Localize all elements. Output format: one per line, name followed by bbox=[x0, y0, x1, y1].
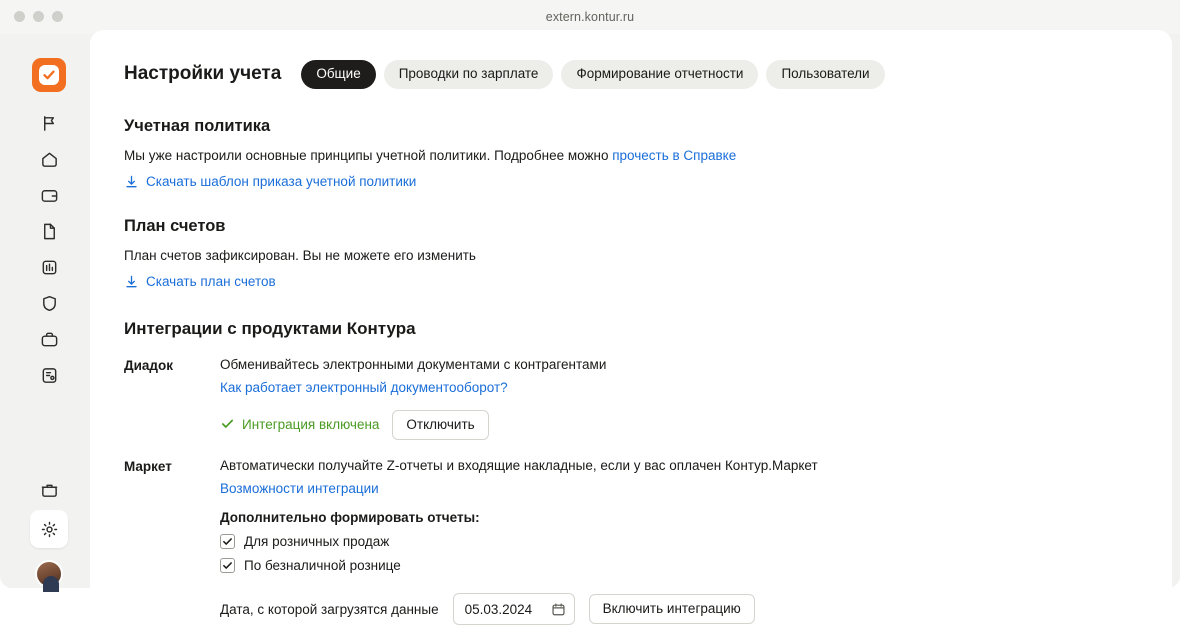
disable-integration-button[interactable]: Отключить bbox=[392, 410, 488, 441]
integration-diadoc bbox=[124, 357, 1138, 441]
section-title-policy: Учетная политика bbox=[124, 116, 271, 135]
accounts-download-row[interactable] bbox=[124, 274, 1138, 289]
sidebar-item-security[interactable] bbox=[27, 286, 71, 321]
checkbox-icon[interactable] bbox=[220, 534, 235, 549]
sidebar-item-home[interactable] bbox=[27, 142, 71, 177]
integration-description-diadoc: Обменивайтесь электронными документами с контрагентами bbox=[220, 356, 607, 372]
integration-name-market: Маркет bbox=[124, 459, 172, 474]
minimize-button[interactable] bbox=[33, 11, 44, 22]
kontur-check-logo[interactable] bbox=[32, 58, 66, 92]
tab-payroll-entries[interactable]: Проводки по зарплате bbox=[384, 60, 554, 89]
policy-description bbox=[124, 148, 1138, 163]
sidebar-item-box[interactable] bbox=[27, 473, 71, 508]
page-title: Настройки учета bbox=[124, 63, 282, 85]
tab-reporting[interactable]: Формирование отчетности bbox=[561, 60, 758, 89]
sidebar-item-flag[interactable] bbox=[27, 106, 71, 141]
sidebar-nav bbox=[27, 106, 71, 393]
close-button[interactable] bbox=[14, 11, 25, 22]
policy-text: Мы уже настроили основные принципы учетной политики. Подробнее можно bbox=[124, 147, 613, 163]
policy-download-link[interactable]: Скачать шаблон приказа учетной политики bbox=[146, 173, 417, 189]
date-label: Дата, с которой загрузятся данные bbox=[220, 601, 439, 617]
section-title-integrations: Интеграции с продуктами Контура bbox=[124, 318, 416, 338]
diadoc-info-link[interactable]: Как работает электронный документооборот? bbox=[220, 379, 508, 395]
tab-users[interactable]: Пользователи bbox=[766, 60, 884, 89]
page-header bbox=[124, 60, 1138, 89]
market-options-title: Дополнительно формировать отчеты: bbox=[220, 510, 480, 525]
window-controls[interactable] bbox=[14, 11, 63, 22]
sidebar-item-documents[interactable] bbox=[27, 214, 71, 249]
sidebar-item-card[interactable] bbox=[27, 358, 71, 393]
checkbox-label: Для розничных продаж bbox=[244, 534, 390, 549]
checkbox-icon[interactable] bbox=[220, 558, 235, 573]
policy-download-row[interactable] bbox=[124, 174, 1138, 189]
sidebar bbox=[8, 34, 90, 588]
date-value: 05.03.2024 bbox=[464, 601, 533, 617]
policy-help-link[interactable]: прочесть в Справке bbox=[612, 147, 737, 163]
address-bar[interactable]: extern.kontur.ru bbox=[545, 10, 635, 24]
status-badge bbox=[220, 416, 379, 434]
tab-bar bbox=[301, 60, 884, 89]
maximize-button[interactable] bbox=[52, 11, 63, 22]
status-label: Интеграция включена bbox=[242, 417, 380, 433]
title-bar bbox=[0, 0, 1180, 34]
accounts-download-link[interactable]: Скачать план счетов bbox=[146, 273, 276, 289]
section-title-accounts: План счетов bbox=[124, 216, 226, 235]
accounts-description: План счетов зафиксирован. Вы не можете его изменить bbox=[124, 247, 476, 263]
sidebar-item-briefcase[interactable] bbox=[27, 322, 71, 357]
calendar-icon[interactable] bbox=[551, 602, 566, 617]
integration-description-market: Автоматически получайте Z-отчеты и входящие накладные, если у вас оплачен Контур.Маркет bbox=[220, 458, 818, 473]
enable-integration-button[interactable]: Включить интеграцию bbox=[589, 594, 755, 625]
sidebar-item-reports[interactable] bbox=[27, 250, 71, 285]
download-icon bbox=[124, 174, 139, 189]
content-card bbox=[90, 30, 1172, 617]
checkbox-cashless-retail[interactable] bbox=[220, 558, 1138, 573]
check-icon bbox=[220, 416, 235, 434]
market-date-row bbox=[220, 593, 1138, 625]
checkbox-label: По безналичной рознице bbox=[244, 558, 401, 573]
integration-name-diadoc: Диадок bbox=[124, 357, 173, 373]
checkbox-retail-sales[interactable] bbox=[220, 534, 1138, 549]
user-avatar[interactable] bbox=[35, 560, 63, 588]
date-input[interactable] bbox=[453, 593, 575, 625]
sidebar-item-wallet[interactable] bbox=[27, 178, 71, 213]
market-info-link[interactable]: Возможности интеграции bbox=[220, 481, 379, 496]
integration-market bbox=[124, 458, 1138, 625]
sidebar-item-settings[interactable] bbox=[30, 510, 68, 548]
tab-general[interactable]: Общие bbox=[301, 60, 375, 89]
download-icon bbox=[124, 274, 139, 289]
sidebar-bottom-nav bbox=[8, 473, 90, 588]
diadoc-status-row bbox=[220, 410, 1138, 441]
